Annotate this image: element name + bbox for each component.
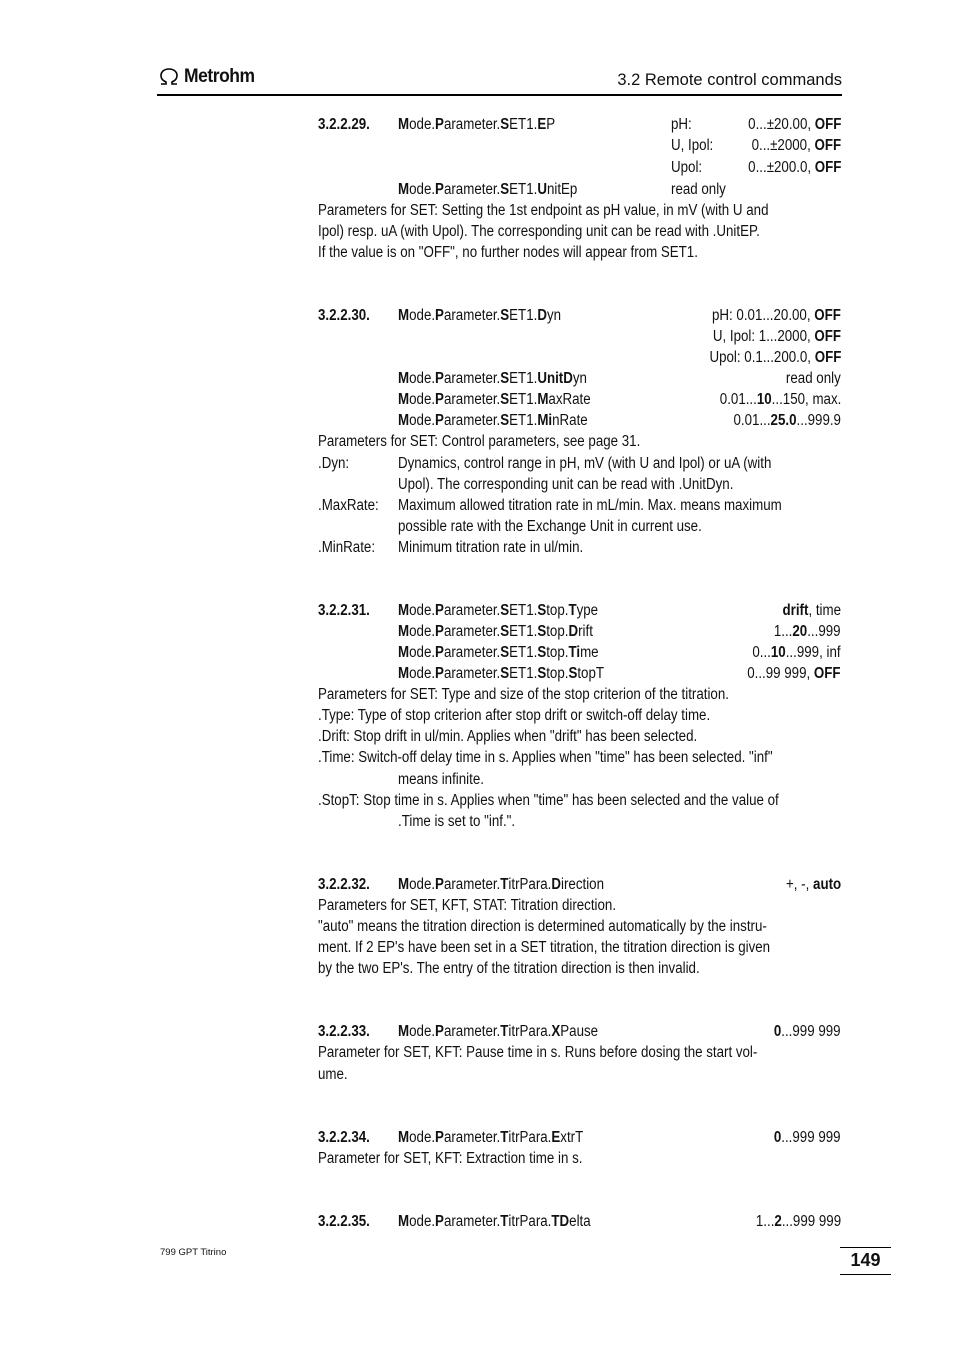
command-name bbox=[398, 1021, 598, 1042]
text-run: M bbox=[398, 307, 410, 324]
text-run: UnitD bbox=[537, 370, 573, 387]
text-run: OFF bbox=[814, 307, 841, 324]
text-run: 20 bbox=[792, 623, 808, 640]
text-run: M bbox=[398, 370, 410, 387]
text-run: D bbox=[551, 876, 562, 893]
term-label: .Dyn: bbox=[318, 455, 350, 472]
text-run: arameter. bbox=[443, 412, 501, 429]
text-run: ET1. bbox=[509, 623, 538, 640]
section-number: 3.2.2.31. bbox=[318, 602, 370, 619]
text-run: S bbox=[500, 602, 510, 619]
text-run: P bbox=[435, 412, 444, 429]
text-run: P bbox=[435, 181, 444, 198]
text-run: M bbox=[537, 391, 549, 408]
footer-device-name: 799 GPT Titrino bbox=[160, 1247, 227, 1258]
text-run: ...999 999 bbox=[781, 1213, 841, 1230]
text-run: itrPara. bbox=[508, 1129, 552, 1146]
text-run: ode. bbox=[409, 307, 436, 324]
text-run: M bbox=[398, 1213, 410, 1230]
text-run: M bbox=[398, 623, 410, 640]
text-run: M bbox=[398, 602, 410, 619]
range-value bbox=[748, 114, 841, 135]
text-run: M bbox=[398, 391, 410, 408]
command-name bbox=[398, 600, 598, 621]
text-run: OFF bbox=[814, 159, 841, 176]
text-run: D bbox=[568, 623, 579, 640]
text-run: irection bbox=[561, 876, 604, 893]
text-run: ode. bbox=[409, 623, 436, 640]
range-value bbox=[782, 600, 841, 621]
text-run: OFF bbox=[814, 116, 841, 133]
text-run: U bbox=[537, 181, 547, 198]
text-run: read only bbox=[786, 370, 841, 387]
text-run: me bbox=[580, 644, 599, 661]
range-value bbox=[751, 135, 841, 156]
text-run: drift bbox=[782, 602, 809, 619]
term-label: .MaxRate: bbox=[318, 497, 379, 514]
description-line: Parameter for SET, KFT: Pause time in s. Runs before dosing the start vol- bbox=[318, 1044, 758, 1061]
text-run: ode. bbox=[409, 391, 436, 408]
omega-icon bbox=[158, 67, 180, 87]
text-run: top. bbox=[546, 644, 569, 661]
text-run: arameter. bbox=[443, 623, 501, 640]
description-line: means infinite. bbox=[398, 771, 484, 788]
text-run: OFF bbox=[814, 137, 841, 154]
section-number: 3.2.2.29. bbox=[318, 116, 370, 133]
description-line: Upol). The corresponding unit can be read with .UnitDyn. bbox=[398, 476, 734, 493]
description-line: .Time is set to "inf.". bbox=[398, 813, 516, 830]
section-number: 3.2.2.35. bbox=[318, 1213, 370, 1230]
description-line: If the value is on "OFF", no further nodes will appear from SET1. bbox=[318, 244, 698, 261]
range-value: read only bbox=[671, 181, 726, 198]
text-run: ...150, max. bbox=[771, 391, 841, 408]
description-line: ume. bbox=[318, 1066, 348, 1083]
text-run: M bbox=[398, 1129, 410, 1146]
command-name bbox=[398, 389, 591, 410]
description-line: .Time: Switch-off delay time in s. Applies when "time" has been selected. "inf" bbox=[318, 749, 773, 766]
description-line: Minimum titration rate in ul/min. bbox=[398, 539, 584, 556]
text-run: ode. bbox=[409, 370, 436, 387]
metrohm-logo bbox=[158, 66, 261, 88]
description-line: .Drift: Stop drift in ul/min. Applies when "drift" has been selected. bbox=[318, 728, 698, 745]
text-run: ode. bbox=[409, 181, 436, 198]
description-line: .Type: Type of stop criterion after stop drift or switch-off delay time. bbox=[318, 707, 711, 724]
text-run: S bbox=[500, 307, 510, 324]
range-value bbox=[756, 1211, 841, 1232]
text-run: 1... bbox=[774, 623, 793, 640]
description-line: Parameters for SET: Setting the 1st endpoint as pH value, in mV (with U and bbox=[318, 202, 769, 219]
text-run: arameter. bbox=[443, 116, 501, 133]
text-run: 0.01... bbox=[719, 391, 757, 408]
text-run: auto bbox=[812, 876, 841, 893]
text-run: 25.0 bbox=[770, 412, 797, 429]
page-number: 149 bbox=[850, 1250, 881, 1270]
term-label: .MinRate: bbox=[318, 539, 376, 556]
header-rule bbox=[157, 94, 842, 96]
text-run: S bbox=[500, 623, 510, 640]
text-run: T bbox=[568, 602, 577, 619]
text-run: S bbox=[500, 116, 510, 133]
text-run: itrPara. bbox=[508, 876, 552, 893]
description-line: "auto" means the titration direction is determined automatically by the instru- bbox=[318, 918, 767, 935]
text-run: axRate bbox=[548, 391, 591, 408]
range-value bbox=[712, 305, 841, 326]
text-run: top. bbox=[546, 623, 569, 640]
text-run: ode. bbox=[409, 644, 436, 661]
text-run: xtrT bbox=[560, 1129, 584, 1146]
range-value bbox=[753, 642, 841, 663]
logo-text: Metrohm bbox=[184, 66, 255, 87]
command-name bbox=[398, 621, 593, 642]
description-line: Maximum allowed titration rate in mL/min. Max. means maximum bbox=[398, 497, 782, 514]
description-line: .StopT: Stop time in s. Applies when "time" has been selected and the value of bbox=[318, 792, 779, 809]
text-run: OFF bbox=[814, 328, 841, 345]
text-run: TD bbox=[551, 1213, 570, 1230]
text-run: P bbox=[435, 391, 444, 408]
text-run: ode. bbox=[409, 1213, 436, 1230]
text-run: E bbox=[537, 116, 547, 133]
text-run: yn bbox=[546, 307, 562, 324]
text-run: 0 bbox=[774, 1129, 782, 1146]
text-run: D bbox=[537, 307, 547, 324]
range-value bbox=[748, 157, 841, 178]
command-name bbox=[398, 179, 577, 200]
text-run: ode. bbox=[409, 665, 436, 682]
range-value bbox=[774, 1021, 841, 1042]
text-run: M bbox=[398, 181, 410, 198]
text-run: 0... bbox=[752, 644, 772, 661]
text-run: ET1. bbox=[509, 116, 538, 133]
text-run: itrPara. bbox=[508, 1213, 552, 1230]
text-run: P bbox=[435, 623, 444, 640]
text-run: ET1. bbox=[509, 370, 538, 387]
text-run: OFF bbox=[814, 665, 841, 682]
text-run: 10 bbox=[771, 644, 787, 661]
text-run: ET1. bbox=[509, 644, 538, 661]
text-run: 0...99 999, bbox=[747, 665, 815, 682]
text-run: ...999 bbox=[807, 623, 841, 640]
text-run: top. bbox=[546, 602, 569, 619]
text-run: T bbox=[500, 1213, 509, 1230]
text-run: P bbox=[435, 1129, 444, 1146]
range-label: Upol: bbox=[671, 159, 703, 176]
range-value bbox=[748, 663, 841, 684]
text-run: S bbox=[537, 623, 547, 640]
text-run: arameter. bbox=[443, 307, 501, 324]
section-number: 3.2.2.33. bbox=[318, 1023, 370, 1040]
text-run: ype bbox=[576, 602, 599, 619]
text-run: M bbox=[398, 644, 410, 661]
text-run: topT bbox=[577, 665, 605, 682]
command-name bbox=[398, 410, 588, 431]
description-line: Parameters for SET: Type and size of the stop criterion of the titration. bbox=[318, 686, 729, 703]
range-value bbox=[786, 874, 841, 895]
command-name bbox=[398, 305, 561, 326]
text-run: P bbox=[435, 1023, 444, 1040]
command-name bbox=[398, 642, 599, 663]
section-number: 3.2.2.34. bbox=[318, 1129, 370, 1146]
text-run: ...999 999 bbox=[781, 1023, 841, 1040]
text-run: arameter. bbox=[443, 876, 501, 893]
section-number: 3.2.2.30. bbox=[318, 307, 370, 324]
text-run: X bbox=[551, 1023, 561, 1040]
text-run: 0.01... bbox=[733, 412, 771, 429]
text-run: S bbox=[500, 665, 510, 682]
text-run: ...999 999 bbox=[781, 1129, 841, 1146]
text-run: +, -, bbox=[785, 876, 813, 893]
text-run: T bbox=[500, 1023, 509, 1040]
text-run: S bbox=[537, 644, 547, 661]
section-number: 3.2.2.32. bbox=[318, 876, 370, 893]
text-run: 0...±20.00, bbox=[747, 116, 815, 133]
text-run: T bbox=[500, 1129, 509, 1146]
text-run: S bbox=[500, 644, 510, 661]
text-run: ET1. bbox=[509, 307, 538, 324]
text-run: ode. bbox=[409, 1023, 436, 1040]
text-run: S bbox=[568, 665, 578, 682]
range-label: pH: bbox=[671, 116, 692, 133]
command-name bbox=[398, 663, 604, 684]
text-run: , time bbox=[808, 602, 841, 619]
text-run: arameter. bbox=[443, 1023, 501, 1040]
text-run: Upol: 0.1...200.0, bbox=[709, 349, 815, 366]
text-run: S bbox=[500, 370, 510, 387]
text-run: ode. bbox=[409, 602, 436, 619]
text-run: rift bbox=[578, 623, 593, 640]
text-run: Ti bbox=[568, 644, 581, 661]
text-run: ode. bbox=[409, 1129, 436, 1146]
text-run: P bbox=[546, 116, 556, 133]
text-run: S bbox=[500, 391, 510, 408]
text-run: Pause bbox=[560, 1023, 599, 1040]
range-value bbox=[786, 368, 841, 389]
range-value bbox=[713, 326, 841, 347]
text-run: pH: 0.01...20.00, bbox=[712, 307, 815, 324]
text-run: arameter. bbox=[443, 1213, 501, 1230]
text-run: arameter. bbox=[443, 644, 501, 661]
text-run: S bbox=[537, 665, 547, 682]
text-run: arameter. bbox=[443, 602, 501, 619]
text-run: M bbox=[398, 412, 410, 429]
text-run: nitEp bbox=[546, 181, 578, 198]
text-run: ET1. bbox=[509, 391, 538, 408]
description-line: Parameter for SET, KFT: Extraction time in s. bbox=[318, 1150, 583, 1167]
description-line: ment. If 2 EP's have been set in a SET titration, the titration direction is given bbox=[318, 939, 771, 956]
text-run: ...999.9 bbox=[796, 412, 841, 429]
text-run: OFF bbox=[814, 349, 841, 366]
command-name bbox=[398, 1127, 583, 1148]
text-run: M bbox=[398, 876, 410, 893]
text-run: ...999, inf bbox=[786, 644, 841, 661]
text-run: 0 bbox=[774, 1023, 782, 1040]
text-run: S bbox=[500, 412, 510, 429]
text-run: U, Ipol: 1...2000, bbox=[712, 328, 815, 345]
text-run: top. bbox=[546, 665, 569, 682]
command-name bbox=[398, 368, 587, 389]
text-run: 1... bbox=[755, 1213, 775, 1230]
text-run: P bbox=[435, 370, 444, 387]
text-run: arameter. bbox=[443, 370, 501, 387]
text-run: 2 bbox=[774, 1213, 782, 1230]
text-run: ET1. bbox=[509, 665, 538, 682]
page-header-title: 3.2 Remote control commands bbox=[617, 71, 842, 89]
description-line: Dynamics, control range in pH, mV (with U and Ipol) or uA (with bbox=[398, 455, 772, 472]
description-line: by the two EP's. The entry of the titration direction is then invalid. bbox=[318, 960, 700, 977]
range-value bbox=[719, 389, 841, 410]
command-name bbox=[398, 1211, 591, 1232]
text-run: arameter. bbox=[443, 665, 501, 682]
text-run: S bbox=[537, 602, 547, 619]
text-run: Mi bbox=[537, 412, 553, 429]
text-run: arameter. bbox=[443, 1129, 501, 1146]
text-run: P bbox=[435, 1213, 444, 1230]
command-name bbox=[398, 874, 604, 895]
text-run: M bbox=[398, 116, 410, 133]
text-run: ode. bbox=[409, 116, 436, 133]
text-run: yn bbox=[572, 370, 587, 387]
range-label: U, Ipol: bbox=[671, 137, 714, 154]
text-run: P bbox=[435, 116, 444, 133]
text-run: ode. bbox=[409, 876, 436, 893]
text-run: ET1. bbox=[509, 181, 538, 198]
text-run: P bbox=[435, 876, 444, 893]
text-run: arameter. bbox=[443, 391, 501, 408]
range-value bbox=[709, 347, 841, 368]
text-run: P bbox=[435, 307, 444, 324]
text-run: P bbox=[435, 602, 444, 619]
text-run: 10 bbox=[756, 391, 772, 408]
text-run: arameter. bbox=[443, 181, 501, 198]
text-run: E bbox=[551, 1129, 561, 1146]
text-run: T bbox=[500, 876, 509, 893]
description-line: Parameters for SET, KFT, STAT: Titration direction. bbox=[318, 897, 617, 914]
text-run: ET1. bbox=[509, 602, 538, 619]
text-run: S bbox=[500, 181, 510, 198]
text-run: itrPara. bbox=[508, 1023, 552, 1040]
text-run: ode. bbox=[409, 412, 436, 429]
description-line: Parameters for SET: Control parameters, see page 31. bbox=[318, 433, 641, 450]
text-run: ET1. bbox=[509, 412, 538, 429]
text-run: M bbox=[398, 1023, 410, 1040]
text-run: P bbox=[435, 644, 444, 661]
text-run: M bbox=[398, 665, 410, 682]
range-value bbox=[734, 410, 841, 431]
text-run: elta bbox=[569, 1213, 591, 1230]
text-run: 0...±2000, bbox=[751, 137, 815, 154]
range-value bbox=[774, 1127, 841, 1148]
text-run: P bbox=[435, 665, 444, 682]
description-line: possible rate with the Exchange Unit in current use. bbox=[398, 518, 702, 535]
text-run: nRate bbox=[552, 412, 588, 429]
text-run: 0...±200.0, bbox=[747, 159, 815, 176]
description-line: Ipol) resp. uA (with Upol). The corresponding unit can be read with .UnitEP. bbox=[318, 223, 760, 240]
range-value bbox=[774, 621, 841, 642]
command-name bbox=[398, 114, 555, 135]
